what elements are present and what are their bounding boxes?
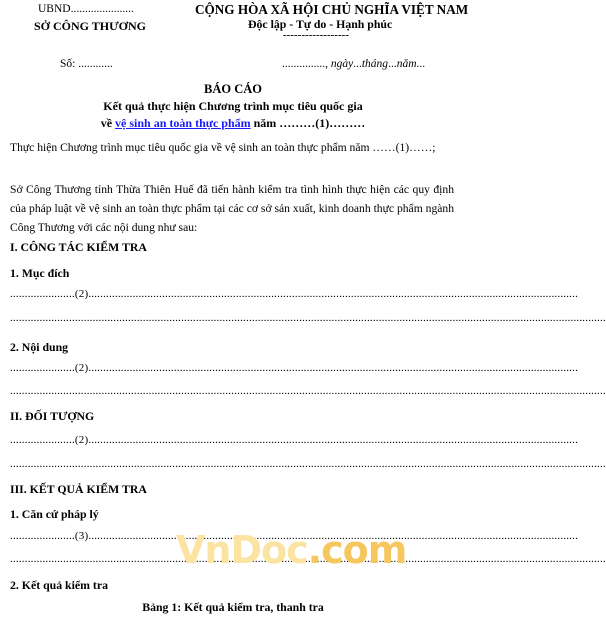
section-1-1-heading: 1. Mục đích [10, 266, 70, 280]
motto-underline: ------------------ [283, 29, 349, 41]
body-paragraph: Sở Công Thương tỉnh Thừa Thiên Huế đã tiến hành kiểm tra tình hình thực hiện các quy định của pháp luật về vệ sinh an toàn thực phẩm tại các cơ sở sản xuất, kinh doanh thực phẩm ngành Công Thương với các nội dung như sau: [10, 183, 454, 234]
report-title: BÁO CÁO [204, 82, 262, 96]
subtitle-pre: về [100, 116, 116, 130]
dotted-line: .......................................................................................................................................................................................................... [10, 553, 606, 565]
date-dots-2: ... [388, 58, 397, 70]
date-ngay: ngày [330, 58, 354, 70]
report-subtitle: Kết quả thực hiện Chương trình mục tiêu quốc gia [103, 99, 363, 113]
intro-paragraph: Thực hiện Chương trình mục tiêu quốc gia về vệ sinh an toàn thực phẩm năm ……(1)……; [10, 141, 436, 154]
watermark-text: VnDoc [176, 528, 308, 572]
report-subtitle-2 [0, 116, 466, 131]
dotted-line: ......................(2)...................................................................................................................................................................... [10, 434, 579, 446]
dotted-line: .......................................................................................................................................................................................................... [10, 312, 606, 324]
national-title: CỘNG HÒA XÃ HỘI CHỦ NGHĨA VIỆT NAM [195, 2, 469, 17]
ubnd-line: UBND...................... [38, 3, 134, 15]
section-3-1-heading: 1. Căn cứ pháp lý [10, 507, 99, 521]
agency-name: SỞ CÔNG THƯƠNG [34, 19, 147, 33]
section-3-2-heading: 2. Kết quả kiểm tra [10, 578, 108, 592]
food-safety-link[interactable]: vệ sinh an toàn thực phẩm [115, 116, 251, 130]
table-caption: Bảng 1: Kết quả kiểm tra, thanh tra [142, 600, 324, 614]
national-motto: Độc lập - Tự do - Hạnh phúc [248, 17, 393, 31]
date-nam: năm [396, 58, 417, 70]
dotted-line: .......................................................................................................................................................................................................... [10, 458, 606, 470]
doc-number: Số: ............ [60, 58, 113, 70]
doc-date [282, 58, 425, 70]
dotted-line: ......................(2)...................................................................................................................................................................... [10, 288, 579, 300]
section-2-heading: II. ĐỐI TƯỢNG [10, 409, 95, 423]
date-dots-1: ... [353, 58, 362, 70]
watermark-domain: .com [307, 528, 407, 572]
section-1-2-heading: 2. Nội dung [10, 340, 69, 354]
date-thang: tháng [361, 58, 389, 70]
section-1-heading: I. CÔNG TÁC KIỂM TRA [10, 240, 147, 254]
section-3-heading: III. KẾT QUẢ KIỂM TRA [10, 482, 147, 496]
dotted-line: ......................(3)...................................................................................................................................................................... [10, 530, 579, 542]
subtitle-post: năm ………(1)……… [250, 116, 366, 130]
watermark-logo [176, 528, 406, 572]
dotted-line: ......................(2)...................................................................................................................................................................... [10, 362, 579, 374]
date-prefix: ..............., [282, 58, 331, 70]
date-dots-3: ... [416, 58, 426, 70]
dotted-line: .......................................................................................................................................................................................................... [10, 385, 606, 397]
